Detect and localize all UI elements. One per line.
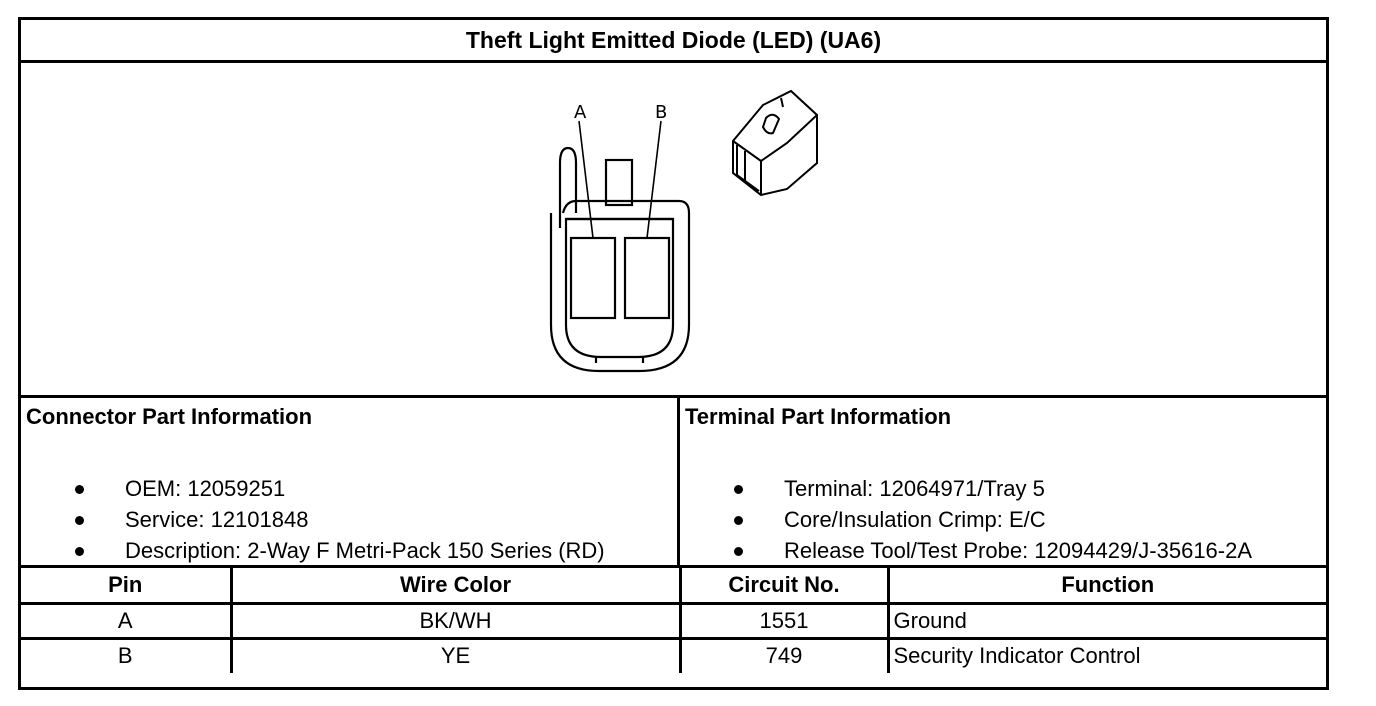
leader-a xyxy=(579,121,593,238)
connector-description: Description: 2-Way F Metri-Pack 150 Series (RD) xyxy=(125,538,605,563)
pinout-table xyxy=(21,568,1326,673)
header-pin: Pin xyxy=(21,568,231,603)
cavity-label-a: A xyxy=(574,102,587,123)
connector-info-heading: Connector Part Information xyxy=(26,404,313,429)
connector-face-illustration xyxy=(21,63,1326,395)
cavity-a xyxy=(571,238,615,318)
terminal-crimp: Core/Insulation Crimp: E/C xyxy=(784,507,1046,532)
bullet-icon xyxy=(734,516,743,525)
terminal-release-tool: Release Tool/Test Probe: 12094429/J-35616-2A xyxy=(784,538,1253,563)
page-title: Theft Light Emitted Diode (LED) (UA6) xyxy=(21,20,1326,63)
terminal-number: Terminal: 12064971/Tray 5 xyxy=(784,476,1045,501)
top-tab xyxy=(606,160,632,205)
table-row xyxy=(21,603,1326,638)
latch-arm xyxy=(560,148,576,228)
cell-circuit-no: 749 xyxy=(680,638,888,673)
bullet-icon xyxy=(75,485,84,494)
part-information-row xyxy=(21,398,1326,568)
bullet-icon xyxy=(75,516,84,525)
cavity-label-b: B xyxy=(655,102,668,123)
bullet-icon xyxy=(734,547,743,556)
cell-wire-color: BK/WH xyxy=(231,603,680,638)
cell-function: Security Indicator Control xyxy=(888,638,1326,673)
cell-pin: A xyxy=(21,603,231,638)
terminal-part-info xyxy=(680,398,1326,565)
bullet-icon xyxy=(75,547,84,556)
connector-body-inner xyxy=(566,219,673,357)
bullet-icon xyxy=(734,485,743,494)
terminal-info-heading: Terminal Part Information xyxy=(685,404,952,429)
cell-pin: B xyxy=(21,638,231,673)
connector-oem: OEM: 12059251 xyxy=(125,476,286,501)
cell-circuit-no: 1551 xyxy=(680,603,888,638)
cell-function: Ground xyxy=(888,603,1326,638)
connector-drawing xyxy=(21,63,1326,398)
connector-part-info xyxy=(21,398,680,565)
connector-isometric-icon xyxy=(733,91,817,195)
cavity-b xyxy=(625,238,669,318)
header-circuit-no: Circuit No. xyxy=(680,568,888,603)
header-wire-color: Wire Color xyxy=(231,568,680,603)
connector-service: Service: 12101848 xyxy=(125,507,309,532)
table-row xyxy=(21,638,1326,673)
cell-wire-color: YE xyxy=(231,638,680,673)
table-header-row xyxy=(21,568,1326,603)
header-function: Function xyxy=(888,568,1326,603)
connector-sheet xyxy=(18,17,1329,690)
leader-b xyxy=(647,121,661,238)
